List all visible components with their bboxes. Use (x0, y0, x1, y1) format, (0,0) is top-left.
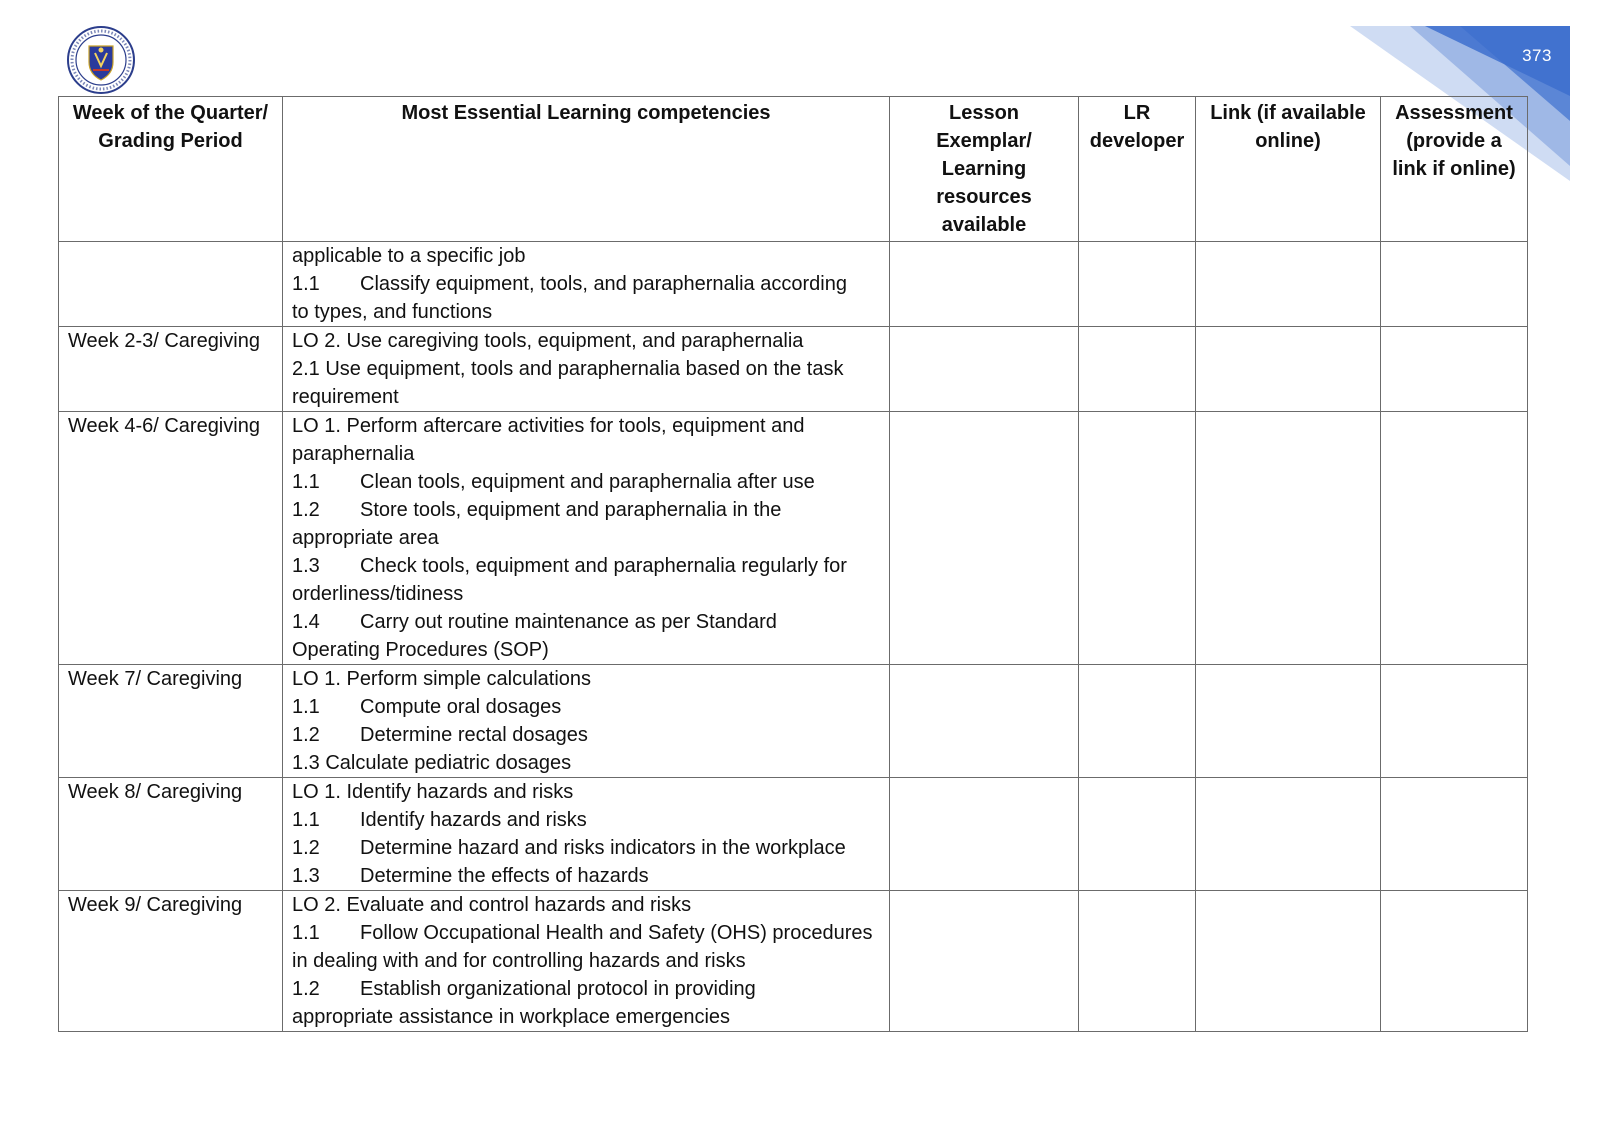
competency-line: in dealing with and for controlling hazards and risks (292, 950, 746, 972)
competency-cell (283, 891, 890, 1032)
assessment-cell (1381, 242, 1528, 327)
link-cell (1196, 891, 1381, 1032)
competency-line: 1.1 Clean tools, equipment and paraphernalia after use (292, 471, 815, 493)
lesson-exemplar-cell (890, 327, 1079, 412)
lesson-exemplar-cell (890, 412, 1079, 665)
table-row (59, 665, 1528, 778)
competency-line: applicable to a specific job (292, 245, 526, 267)
week-cell (59, 242, 283, 327)
assessment-cell (1381, 778, 1528, 891)
competency-line: appropriate assistance in workplace emergencies (292, 1006, 731, 1028)
competency-cell (283, 242, 890, 327)
competency-line: LO 2. Use caregiving tools, equipment, and paraphernalia (292, 330, 804, 352)
competency-line: 1.3 Calculate pediatric dosages (292, 752, 572, 774)
week-cell: Week 2-3/ Caregiving (59, 327, 283, 412)
competency-line: 1.1 Classify equipment, tools, and paraphernalia according (292, 273, 847, 295)
competency-line: appropriate area (292, 527, 439, 549)
mel-table (58, 96, 1528, 1032)
competency-line: LO 1. Identify hazards and risks (292, 781, 574, 803)
competency-line: paraphernalia (292, 443, 415, 465)
competency-line: 1.2 Establish organizational protocol in providing (292, 978, 756, 1000)
table-row (59, 412, 1528, 665)
competency-cell (283, 327, 890, 412)
lr-developer-cell (1079, 327, 1196, 412)
header-competencies: Most Essential Learning competencies (283, 97, 890, 242)
link-cell (1196, 778, 1381, 891)
link-cell (1196, 327, 1381, 412)
table-row (59, 327, 1528, 412)
lesson-exemplar-cell (890, 891, 1079, 1032)
lesson-exemplar-cell (890, 665, 1079, 778)
week-cell: Week 4-6/ Caregiving (59, 412, 283, 665)
competency-cell (283, 778, 890, 891)
lr-developer-cell (1079, 891, 1196, 1032)
page-number: 373 (1522, 46, 1552, 65)
competency-line: LO 1. Perform aftercare activities for tools, equipment and (292, 415, 805, 437)
assessment-cell (1381, 412, 1528, 665)
competency-line: 1.1 Compute oral dosages (292, 696, 562, 718)
competency-line: 2.1 Use equipment, tools and paraphernalia based on the task (292, 358, 844, 380)
competency-cell (283, 412, 890, 665)
week-cell: Week 8/ Caregiving (59, 778, 283, 891)
header-lr-developer: LR developer (1079, 97, 1196, 242)
table-body (59, 242, 1528, 1032)
competency-line: LO 2. Evaluate and control hazards and risks (292, 894, 692, 916)
header-row (59, 97, 1528, 242)
table-row (59, 891, 1528, 1032)
competency-line: LO 1. Perform simple calculations (292, 668, 592, 690)
lesson-exemplar-cell (890, 778, 1079, 891)
table-row (59, 242, 1528, 327)
competency-cell (283, 665, 890, 778)
table-row (59, 778, 1528, 891)
competency-line: 1.1 Identify hazards and risks (292, 809, 587, 831)
competency-line: to types, and functions (292, 301, 493, 323)
header-lesson-exemplar: Lesson Exemplar/ Learning resources available (890, 97, 1079, 242)
competency-line: 1.2 Store tools, equipment and paraphernalia in the (292, 499, 782, 521)
competency-line: Operating Procedures (SOP) (292, 639, 549, 661)
competency-line: 1.3 Check tools, equipment and paraphernalia regularly for (292, 555, 847, 577)
link-cell (1196, 665, 1381, 778)
assessment-cell (1381, 327, 1528, 412)
competency-line: 1.4 Carry out routine maintenance as per Standard (292, 611, 777, 633)
lr-developer-cell (1079, 778, 1196, 891)
lesson-exemplar-cell (890, 242, 1079, 327)
lr-developer-cell (1079, 665, 1196, 778)
week-cell: Week 7/ Caregiving (59, 665, 283, 778)
deped-seal-icon (67, 26, 135, 94)
competency-line: orderliness/tidiness (292, 583, 464, 605)
competency-line: 1.1 Follow Occupational Health and Safety (OHS) procedures (292, 922, 873, 944)
lr-developer-cell (1079, 242, 1196, 327)
competency-line: 1.2 Determine hazard and risks indicators in the workplace (292, 837, 846, 859)
lr-developer-cell (1079, 412, 1196, 665)
competency-line: 1.2 Determine rectal dosages (292, 724, 588, 746)
header-assessment: Assessment (provide a link if online) (1381, 97, 1528, 242)
link-cell (1196, 242, 1381, 327)
link-cell (1196, 412, 1381, 665)
assessment-cell (1381, 665, 1528, 778)
competency-line: requirement (292, 386, 399, 408)
assessment-cell (1381, 891, 1528, 1032)
week-cell: Week 9/ Caregiving (59, 891, 283, 1032)
competency-line: 1.3 Determine the effects of hazards (292, 865, 649, 887)
header-link: Link (if available online) (1196, 97, 1381, 242)
header-week: Week of the Quarter/ Grading Period (59, 97, 283, 242)
